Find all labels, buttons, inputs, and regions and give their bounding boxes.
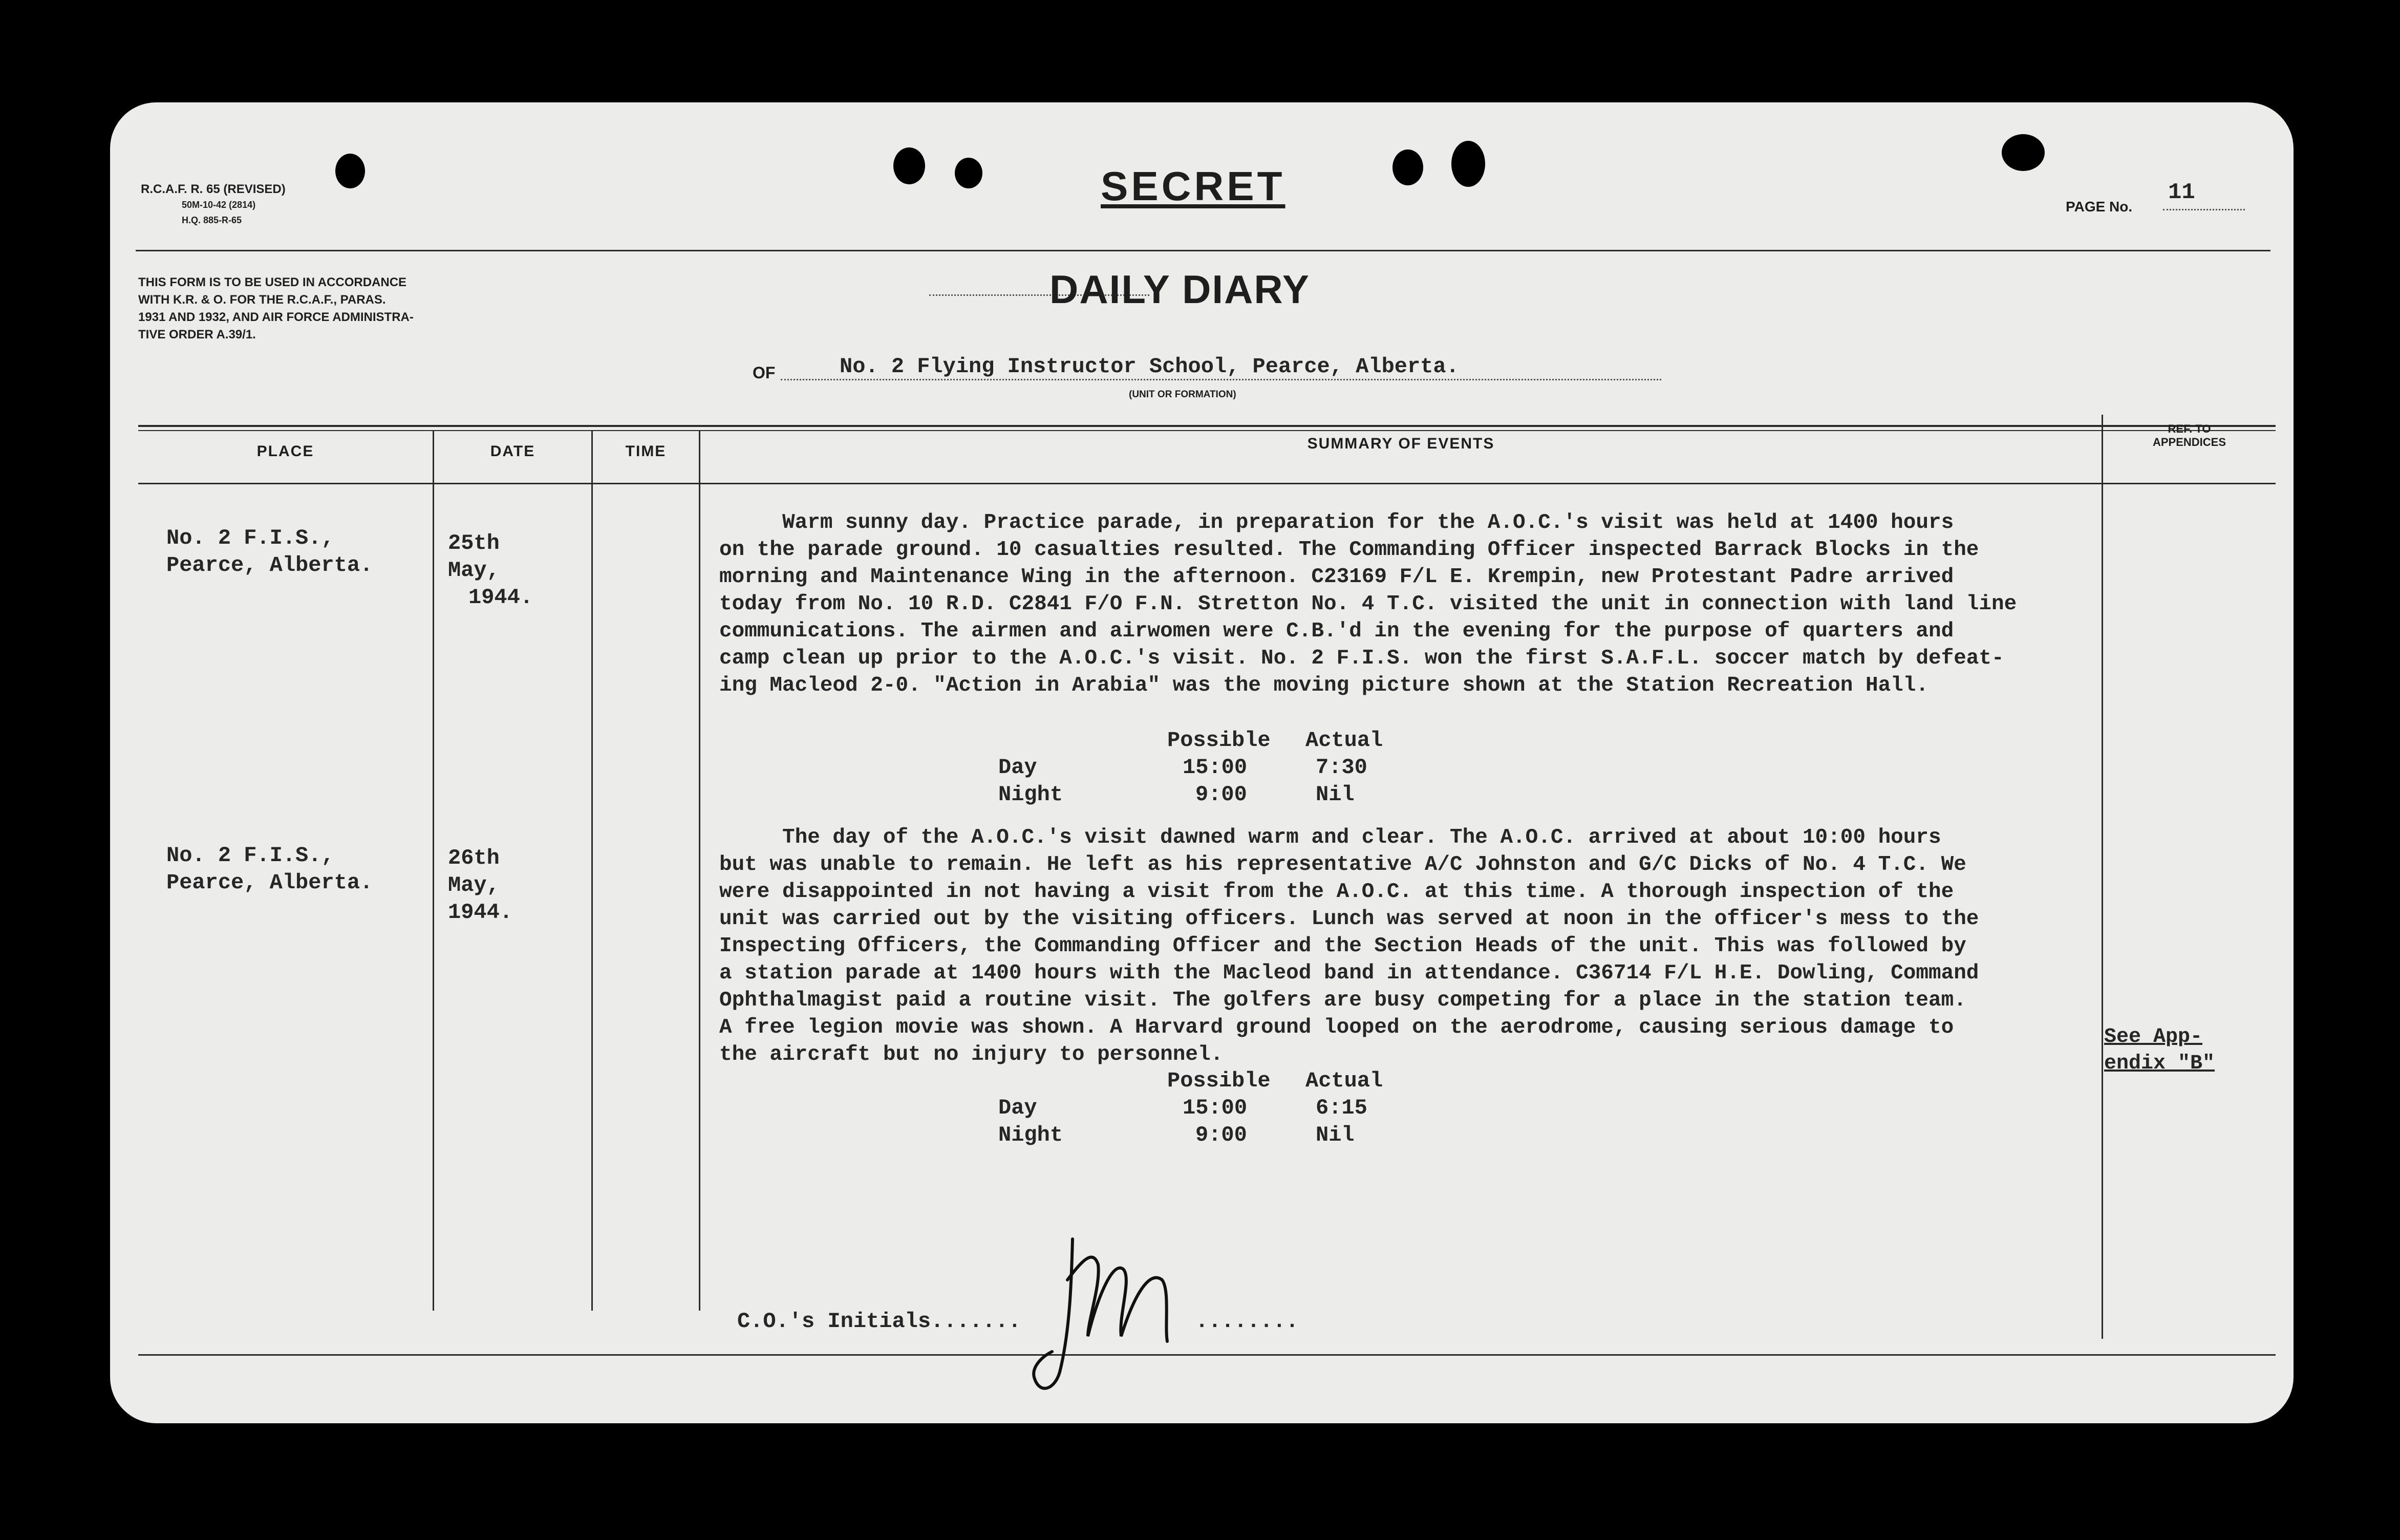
form-number-line: R.C.A.F. R. 65 (REVISED)	[141, 182, 286, 196]
authority-note	[138, 274, 414, 344]
flying-hours-possible: 9:00	[1195, 1123, 1247, 1147]
unit-name: No. 2 Flying Instructor School, Pearce, Alberta.	[840, 354, 1459, 379]
table-bottom-rule	[138, 1354, 2276, 1356]
of-label: OF	[753, 363, 776, 382]
co-signature	[1011, 1218, 1206, 1403]
summary-line: Inspecting Officers, the Commanding Officer and the Section Heads of the unit. This was followed by	[719, 934, 1966, 958]
summary-line: but was unable to remain. He left as his representative A/C Johnston and G/C Dicks of No. 4 T.C. We	[719, 853, 1966, 876]
form-number	[141, 182, 286, 228]
entry-date	[448, 530, 533, 611]
column-header-place: PLACE	[256, 443, 314, 460]
entry-place	[166, 525, 373, 579]
table-top-rule-2	[138, 430, 2276, 431]
date-line: 26th	[448, 846, 500, 870]
appendix-ref-line: See App-	[2104, 1025, 2203, 1049]
appendix-reference	[2104, 1024, 2215, 1077]
column-header-summary: SUMMARY OF EVENTS	[1307, 435, 1495, 452]
authority-note-line: TIVE ORDER A.39/1.	[138, 328, 256, 341]
place-line: Pearce, Alberta.	[166, 553, 373, 578]
flying-hours-label: Day	[998, 1096, 1037, 1120]
column-divider	[591, 430, 593, 1311]
column-header-ref-line: REF. TO	[2168, 422, 2211, 435]
column-divider	[433, 430, 434, 1311]
flying-hours-possible: 15:00	[1183, 755, 1248, 780]
place-line: No. 2 F.I.S.,	[166, 526, 334, 550]
summary-line: Warm sunny day. Practice parade, in preparation for the A.O.C.'s visit was held at 1400 hours	[719, 511, 1954, 534]
column-header-date: DATE	[490, 443, 535, 460]
column-header-rule	[138, 483, 2276, 484]
authority-note-line: 1931 AND 1932, AND AIR FORCE ADMINISTRA-	[138, 310, 414, 324]
summary-line: unit was carried out by the visiting officers. Lunch was served at noon in the officer's mess to the	[719, 907, 1979, 931]
flying-hours-actual: Nil	[1316, 782, 1355, 807]
punch-hole	[1392, 149, 1423, 185]
entry-summary	[719, 509, 2017, 699]
summary-line: were disappointed in not having a visit from the A.O.C. at this time. A thorough inspection of the	[719, 880, 1954, 904]
flying-hours-header: Possible	[1167, 728, 1271, 753]
summary-line: A free legion movie was shown. A Harvard ground looped on the aerodrome, causing serious damage to	[719, 1016, 1954, 1039]
diary-title: DAILY DIARY	[1049, 267, 1310, 312]
flying-hours-header: Actual	[1305, 1068, 1383, 1093]
summary-line: on the parade ground. 10 casualties resulted. The Commanding Officer inspected Barrack Blocks in the	[719, 538, 1979, 562]
column-divider	[2102, 415, 2103, 1339]
punch-hole	[955, 158, 982, 188]
page-number-rule	[2163, 209, 2245, 210]
punch-hole	[335, 154, 365, 188]
entry-date	[448, 845, 512, 926]
summary-line: communications. The airmen and airwomen were C.B.'d in the evening for the purpose of quarters and	[719, 619, 1954, 643]
authority-note-line: WITH K.R. & O. FOR THE R.C.A.F., PARAS.	[138, 293, 386, 307]
date-line: May,	[448, 558, 500, 583]
header-rule	[136, 250, 2270, 251]
page-number: 11	[2168, 180, 2195, 205]
place-line: Pearce, Alberta.	[166, 870, 373, 895]
summary-line: today from No. 10 R.D. C2841 F/O F.N. Stretton No. 4 T.C. visited the unit in connection with land line	[719, 592, 2017, 616]
summary-line: camp clean up prior to the A.O.C.'s visit. No. 2 F.I.S. won the first S.A.F.L. soccer match by defeat-	[719, 647, 2004, 670]
summary-line: the aircraft but no injury to personnel.	[719, 1043, 1224, 1066]
appendix-ref-line: endix "B"	[2104, 1052, 2215, 1075]
summary-line: a station parade at 1400 hours with the Macleod band in attendance. C36714 F/L H.E. Dowling, Command	[719, 961, 1979, 985]
summary-line: Ophthalmagist paid a routine visit. The golfers are busy competing for a place in the station team.	[719, 989, 1966, 1012]
date-line: 1944.	[468, 585, 533, 610]
flying-hours-header: Possible	[1167, 1068, 1271, 1093]
flying-hours-actual: 6:15	[1316, 1096, 1367, 1120]
flying-hours-label: Day	[998, 755, 1037, 780]
punch-hole	[2002, 134, 2045, 171]
unit-caption: (UNIT OR FORMATION)	[1129, 389, 1236, 400]
flying-hours-actual: 7:30	[1316, 755, 1367, 780]
summary-line: The day of the A.O.C.'s visit dawned warm and clear. The A.O.C. arrived at about 10:00 hours	[719, 826, 1941, 849]
form-number-line: H.Q. 885-R-65	[182, 215, 242, 225]
punch-hole	[1451, 141, 1485, 187]
date-line: 25th	[448, 531, 500, 555]
punch-hole	[893, 147, 925, 184]
co-initials-trail: ........	[1195, 1309, 1299, 1334]
column-header-ref	[2103, 422, 2276, 449]
table-top-rule	[138, 425, 2276, 427]
classification-stamp: SECRET	[1101, 163, 1285, 209]
entry-summary	[719, 824, 1979, 1068]
co-initials-label: C.O.'s Initials.......	[737, 1309, 1021, 1334]
date-line: 1944.	[448, 900, 513, 925]
authority-note-line: THIS FORM IS TO BE USED IN ACCORDANCE	[138, 275, 407, 289]
flying-hours-actual: Nil	[1316, 1123, 1355, 1147]
column-header-time: TIME	[625, 443, 667, 460]
column-header-ref-line: APPENDICES	[2152, 436, 2226, 448]
date-line: May,	[448, 873, 500, 897]
flying-hours-header: Actual	[1305, 728, 1383, 753]
column-divider	[699, 430, 700, 1311]
page-label: PAGE No.	[2066, 199, 2133, 215]
form-number-line: 50M-10-42 (2814)	[182, 200, 256, 210]
unit-rule	[781, 379, 1661, 380]
entry-place	[166, 842, 373, 896]
place-line: No. 2 F.I.S.,	[166, 843, 334, 868]
diary-card	[110, 102, 2294, 1423]
summary-line: morning and Maintenance Wing in the afternoon. C23169 F/L E. Krempin, new Protestant Padre arrived	[719, 565, 1954, 589]
summary-line: ing Macleod 2-0. "Action in Arabia" was the moving picture shown at the Station Recreation Hall.	[719, 674, 1928, 697]
flying-hours-label: Night	[998, 782, 1063, 807]
flying-hours-possible: 15:00	[1183, 1096, 1248, 1120]
flying-hours-possible: 9:00	[1195, 782, 1247, 807]
flying-hours-label: Night	[998, 1123, 1063, 1147]
